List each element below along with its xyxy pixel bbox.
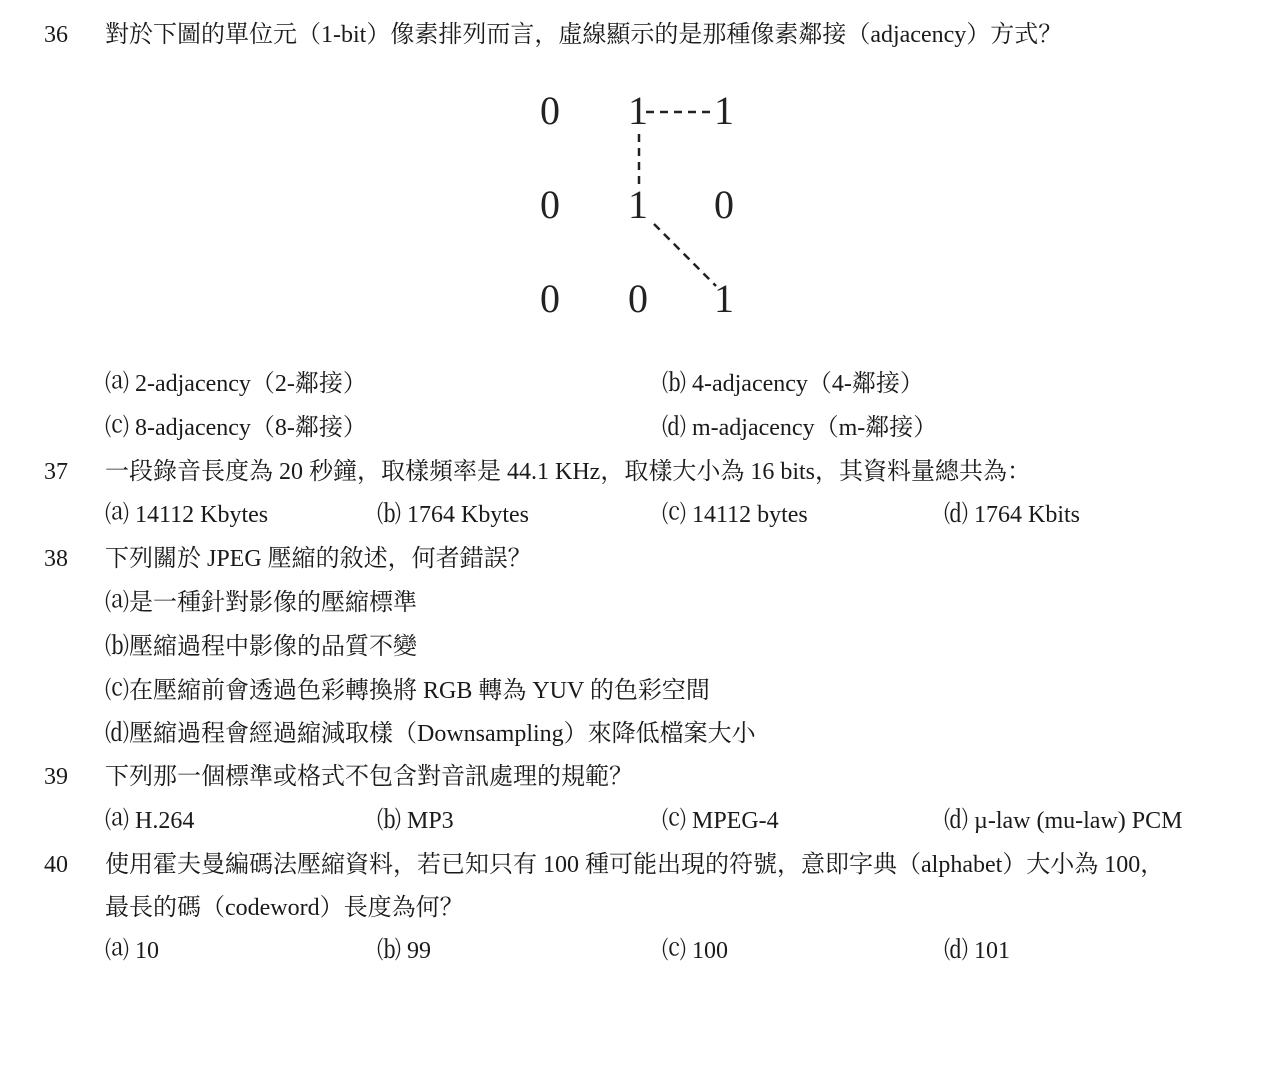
- option-a: ⒜ H.264: [105, 808, 195, 834]
- option-c: ⒞ MPEG-4: [662, 808, 779, 834]
- option-b: ⒝ 99: [377, 938, 431, 964]
- question-number: 38: [44, 546, 68, 572]
- option-c: ⒞在壓縮前會透過色彩轉換將 RGB 轉為 YUV 的色彩空間: [105, 678, 710, 704]
- pixel-r1-c1: 1: [628, 182, 648, 227]
- question-number: 37: [44, 459, 68, 485]
- question-text: 一段錄音長度為 20 秒鐘，取樣頻率是 44.1 KHz，取樣大小為 16 bits，其資料量總共為：: [105, 459, 1031, 485]
- pixel-r2-c2: 1: [714, 276, 734, 321]
- question-text: 下列那一個標準或格式不包含對音訊處理的規範？: [105, 764, 633, 790]
- pixel-r2-c0: 0: [540, 276, 560, 321]
- option-c: ⒞ 100: [662, 938, 728, 964]
- option-c: ⒞ 14112 bytes: [662, 502, 808, 528]
- option-d: ⒟壓縮過程會經過縮減取樣（Downsampling）來降低檔案大小: [105, 721, 756, 747]
- option-b: ⒝壓縮過程中影像的品質不變: [105, 634, 417, 660]
- option-b: ⒝ 1764 Kbytes: [377, 502, 529, 528]
- option-a: ⒜ 14112 Kbytes: [105, 502, 269, 528]
- question-text: 下列關於 JPEG 壓縮的敘述，何者錯誤？: [105, 546, 532, 572]
- pixel-adjacency-diagram: [520, 78, 760, 328]
- pixel-r1-c0: 0: [540, 182, 560, 227]
- option-d: ⒟ 1764 Kbits: [944, 502, 1081, 528]
- dashed-link-diagonal: [654, 224, 716, 286]
- option-d: ⒟ µ-law (mu-law) PCM: [944, 808, 1183, 834]
- question-text-continued: 最長的碼（codeword）長度為何？: [105, 895, 464, 921]
- pixel-r0-c0: 0: [540, 88, 560, 133]
- pixel-r2-c1: 0: [628, 276, 648, 321]
- option-d: ⒟ 101: [944, 938, 1010, 964]
- option-d: ⒟ m-adjacency（m-鄰接）: [662, 415, 938, 441]
- option-b: ⒝ MP3: [377, 808, 454, 834]
- question-number: 40: [44, 852, 68, 878]
- question-text: 對於下圖的單位元（1-bit）像素排列而言，虛線顯示的是那種像素鄰接（adjacency）方式？: [105, 22, 1063, 48]
- question-number: 36: [44, 22, 68, 48]
- option-b: ⒝ 4-adjacency（4-鄰接）: [662, 371, 924, 397]
- option-a: ⒜ 10: [105, 938, 159, 964]
- option-a: ⒜是一種針對影像的壓縮標準: [105, 590, 417, 616]
- question-number: 39: [44, 764, 68, 790]
- pixel-r0-c2: 1: [714, 88, 734, 133]
- pixel-r1-c2: 0: [714, 182, 734, 227]
- pixel-r0-c1: 1: [628, 88, 648, 133]
- question-text: 使用霍夫曼編碼法壓縮資料，若已知只有 100 種可能出現的符號，意即字典（alphabet）大小為 100，: [105, 852, 1165, 878]
- option-c: ⒞ 8-adjacency（8-鄰接）: [105, 415, 367, 441]
- option-a: ⒜ 2-adjacency（2-鄰接）: [105, 371, 367, 397]
